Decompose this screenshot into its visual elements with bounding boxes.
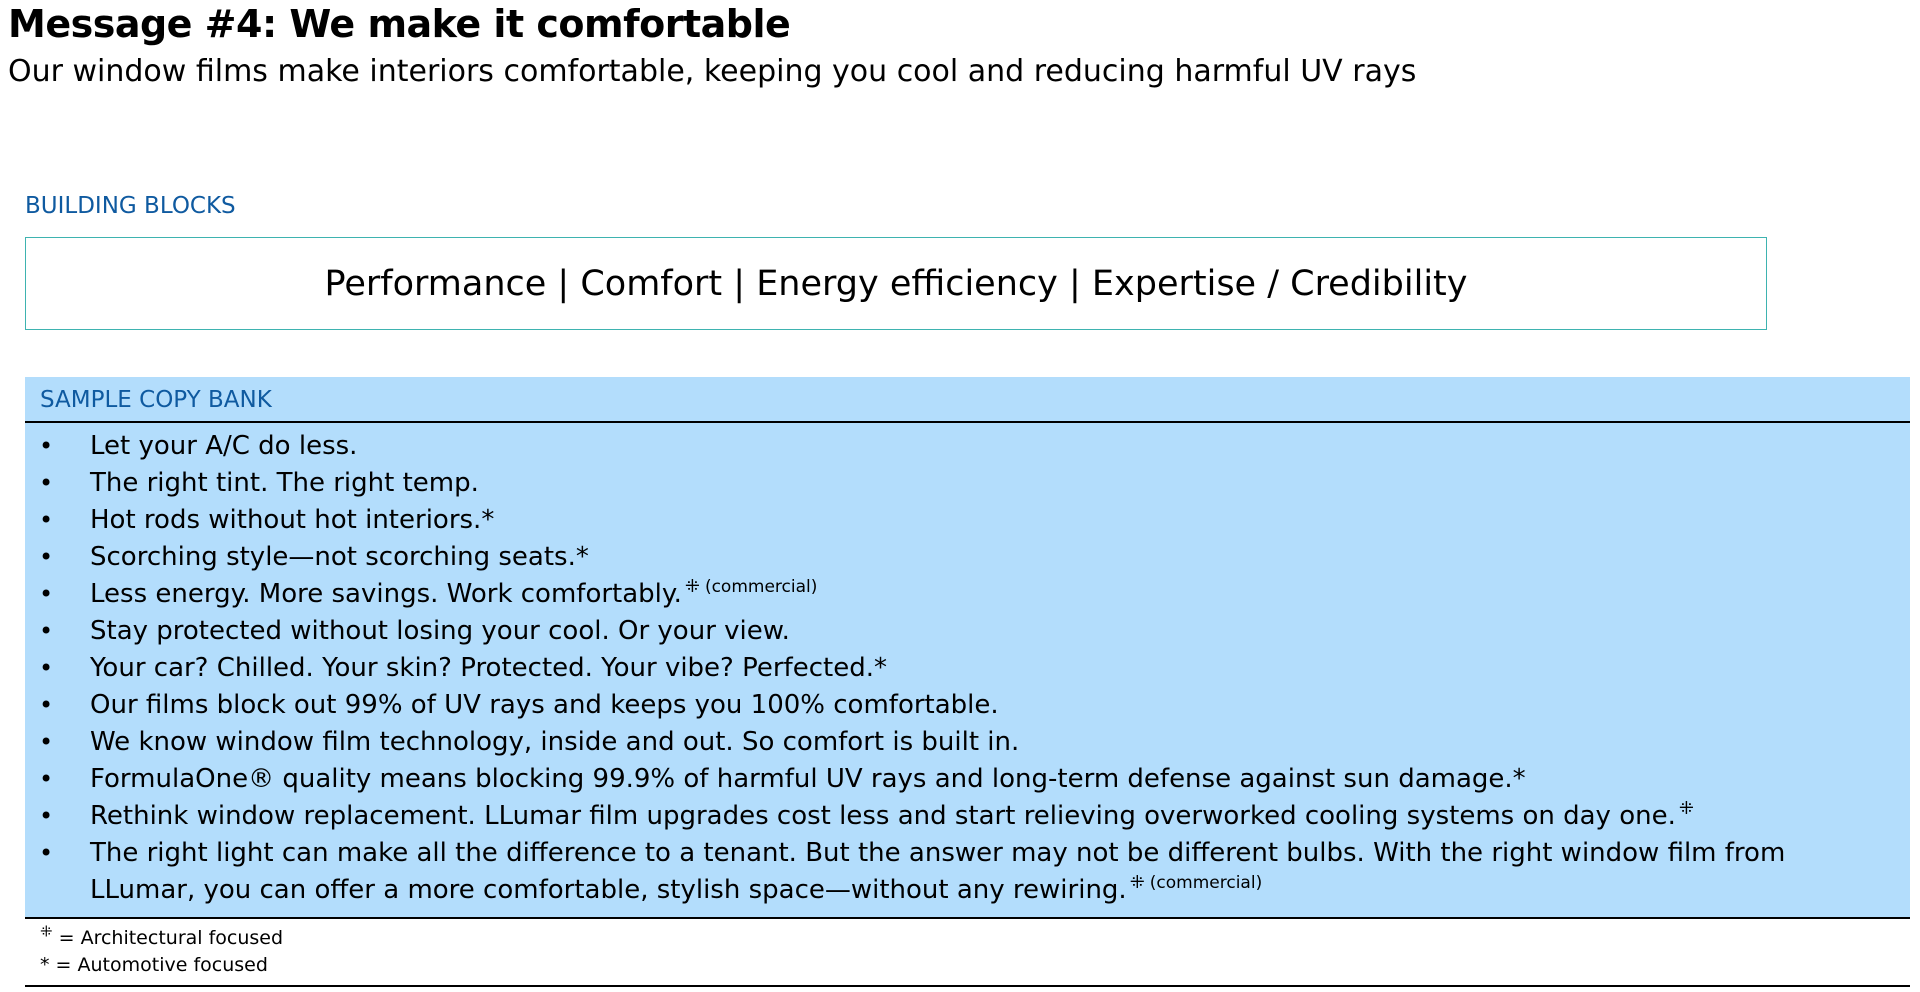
legend-architectural [40, 922, 284, 952]
qualifier-note: (commercial) [704, 577, 818, 598]
bullet-glyph: • [39, 765, 54, 793]
copy-item [25, 576, 1910, 613]
copy-item [25, 835, 1910, 909]
bullet-glyph: • [39, 543, 54, 571]
building-blocks-box [25, 237, 1767, 330]
copy-item-text: Less energy. More savings. Work comfortably. [90, 579, 682, 609]
legend-architectural-text: = Architectural focused [52, 927, 284, 949]
copy-item-text: FormulaOne® quality means blocking 99.9% of harmful UV rays and long-term defense against sun damage.* [90, 764, 1526, 794]
bullet-glyph: • [39, 654, 54, 682]
bullet-glyph: • [39, 839, 54, 867]
copy-item-text: Your car? Chilled. Your skin? Protected. Your vibe? Perfected.* [90, 653, 887, 683]
copy-item [25, 502, 1910, 539]
bullet-glyph: • [39, 580, 54, 608]
copy-item [25, 465, 1910, 502]
copy-item-text: Let your A/C do less. [90, 431, 358, 461]
bullet-glyph: • [39, 432, 54, 460]
copy-item-text: The right light can make all the difference to a tenant. But the answer may not be different bulbs. With the right window film from LLumar, you can offer a more comfortable, stylish space—without any rewiring. [90, 838, 1786, 905]
automotive-symbol: * [40, 954, 50, 976]
building-blocks-text: Performance | Comfort | Energy efficiency | Expertise / Credibility [324, 263, 1468, 304]
bullet-glyph: • [39, 691, 54, 719]
architectural-symbol: ⁜ [40, 922, 53, 941]
bullet-glyph: • [39, 802, 54, 830]
legend-automotive [40, 952, 283, 979]
architectural-marker: ⁜ [684, 576, 700, 598]
copy-item [25, 687, 1910, 724]
legend-automotive-text: = Automotive focused [49, 954, 268, 976]
divider [25, 985, 1910, 987]
legend [40, 922, 284, 979]
page-title: Message #4: We make it comfortable [8, 2, 791, 46]
divider [25, 917, 1910, 919]
bullet-glyph: • [39, 469, 54, 497]
architectural-marker: ⁜ [1678, 798, 1694, 820]
copy-item [25, 798, 1910, 835]
copy-item [25, 428, 1910, 465]
bullet-glyph: • [39, 728, 54, 756]
copy-item-text: Stay protected without losing your cool. Or your view. [90, 616, 790, 646]
copy-item-text: Hot rods without hot interiors.* [90, 505, 495, 535]
copy-item [25, 724, 1910, 761]
sample-copy-bank [25, 377, 1910, 917]
copy-item [25, 650, 1910, 687]
copy-item-text: We know window film technology, inside and out. So comfort is built in. [90, 727, 1020, 757]
copy-item [25, 613, 1910, 650]
architectural-marker: ⁜ [1129, 872, 1145, 894]
qualifier-note: (commercial) [1149, 873, 1263, 894]
copy-item [25, 539, 1910, 576]
copy-item-text: Rethink window replacement. LLumar film upgrades cost less and start relieving overworked cooling systems on day one. [90, 801, 1676, 831]
copy-item-text: Our films block out 99% of UV rays and keeps you 100% comfortable. [90, 690, 999, 720]
copy-list [25, 423, 1910, 909]
bullet-glyph: • [39, 617, 54, 645]
building-blocks-label: BUILDING BLOCKS [25, 193, 236, 219]
copy-bank-label: SAMPLE COPY BANK [25, 377, 1910, 423]
bullet-glyph: • [39, 506, 54, 534]
page-subtitle: Our window films make interiors comfortable, keeping you cool and reducing harmful UV rays [8, 54, 1417, 89]
copy-item [25, 761, 1910, 798]
copy-item-text: The right tint. The right temp. [90, 468, 479, 498]
copy-item-text: Scorching style—not scorching seats.* [90, 542, 589, 572]
